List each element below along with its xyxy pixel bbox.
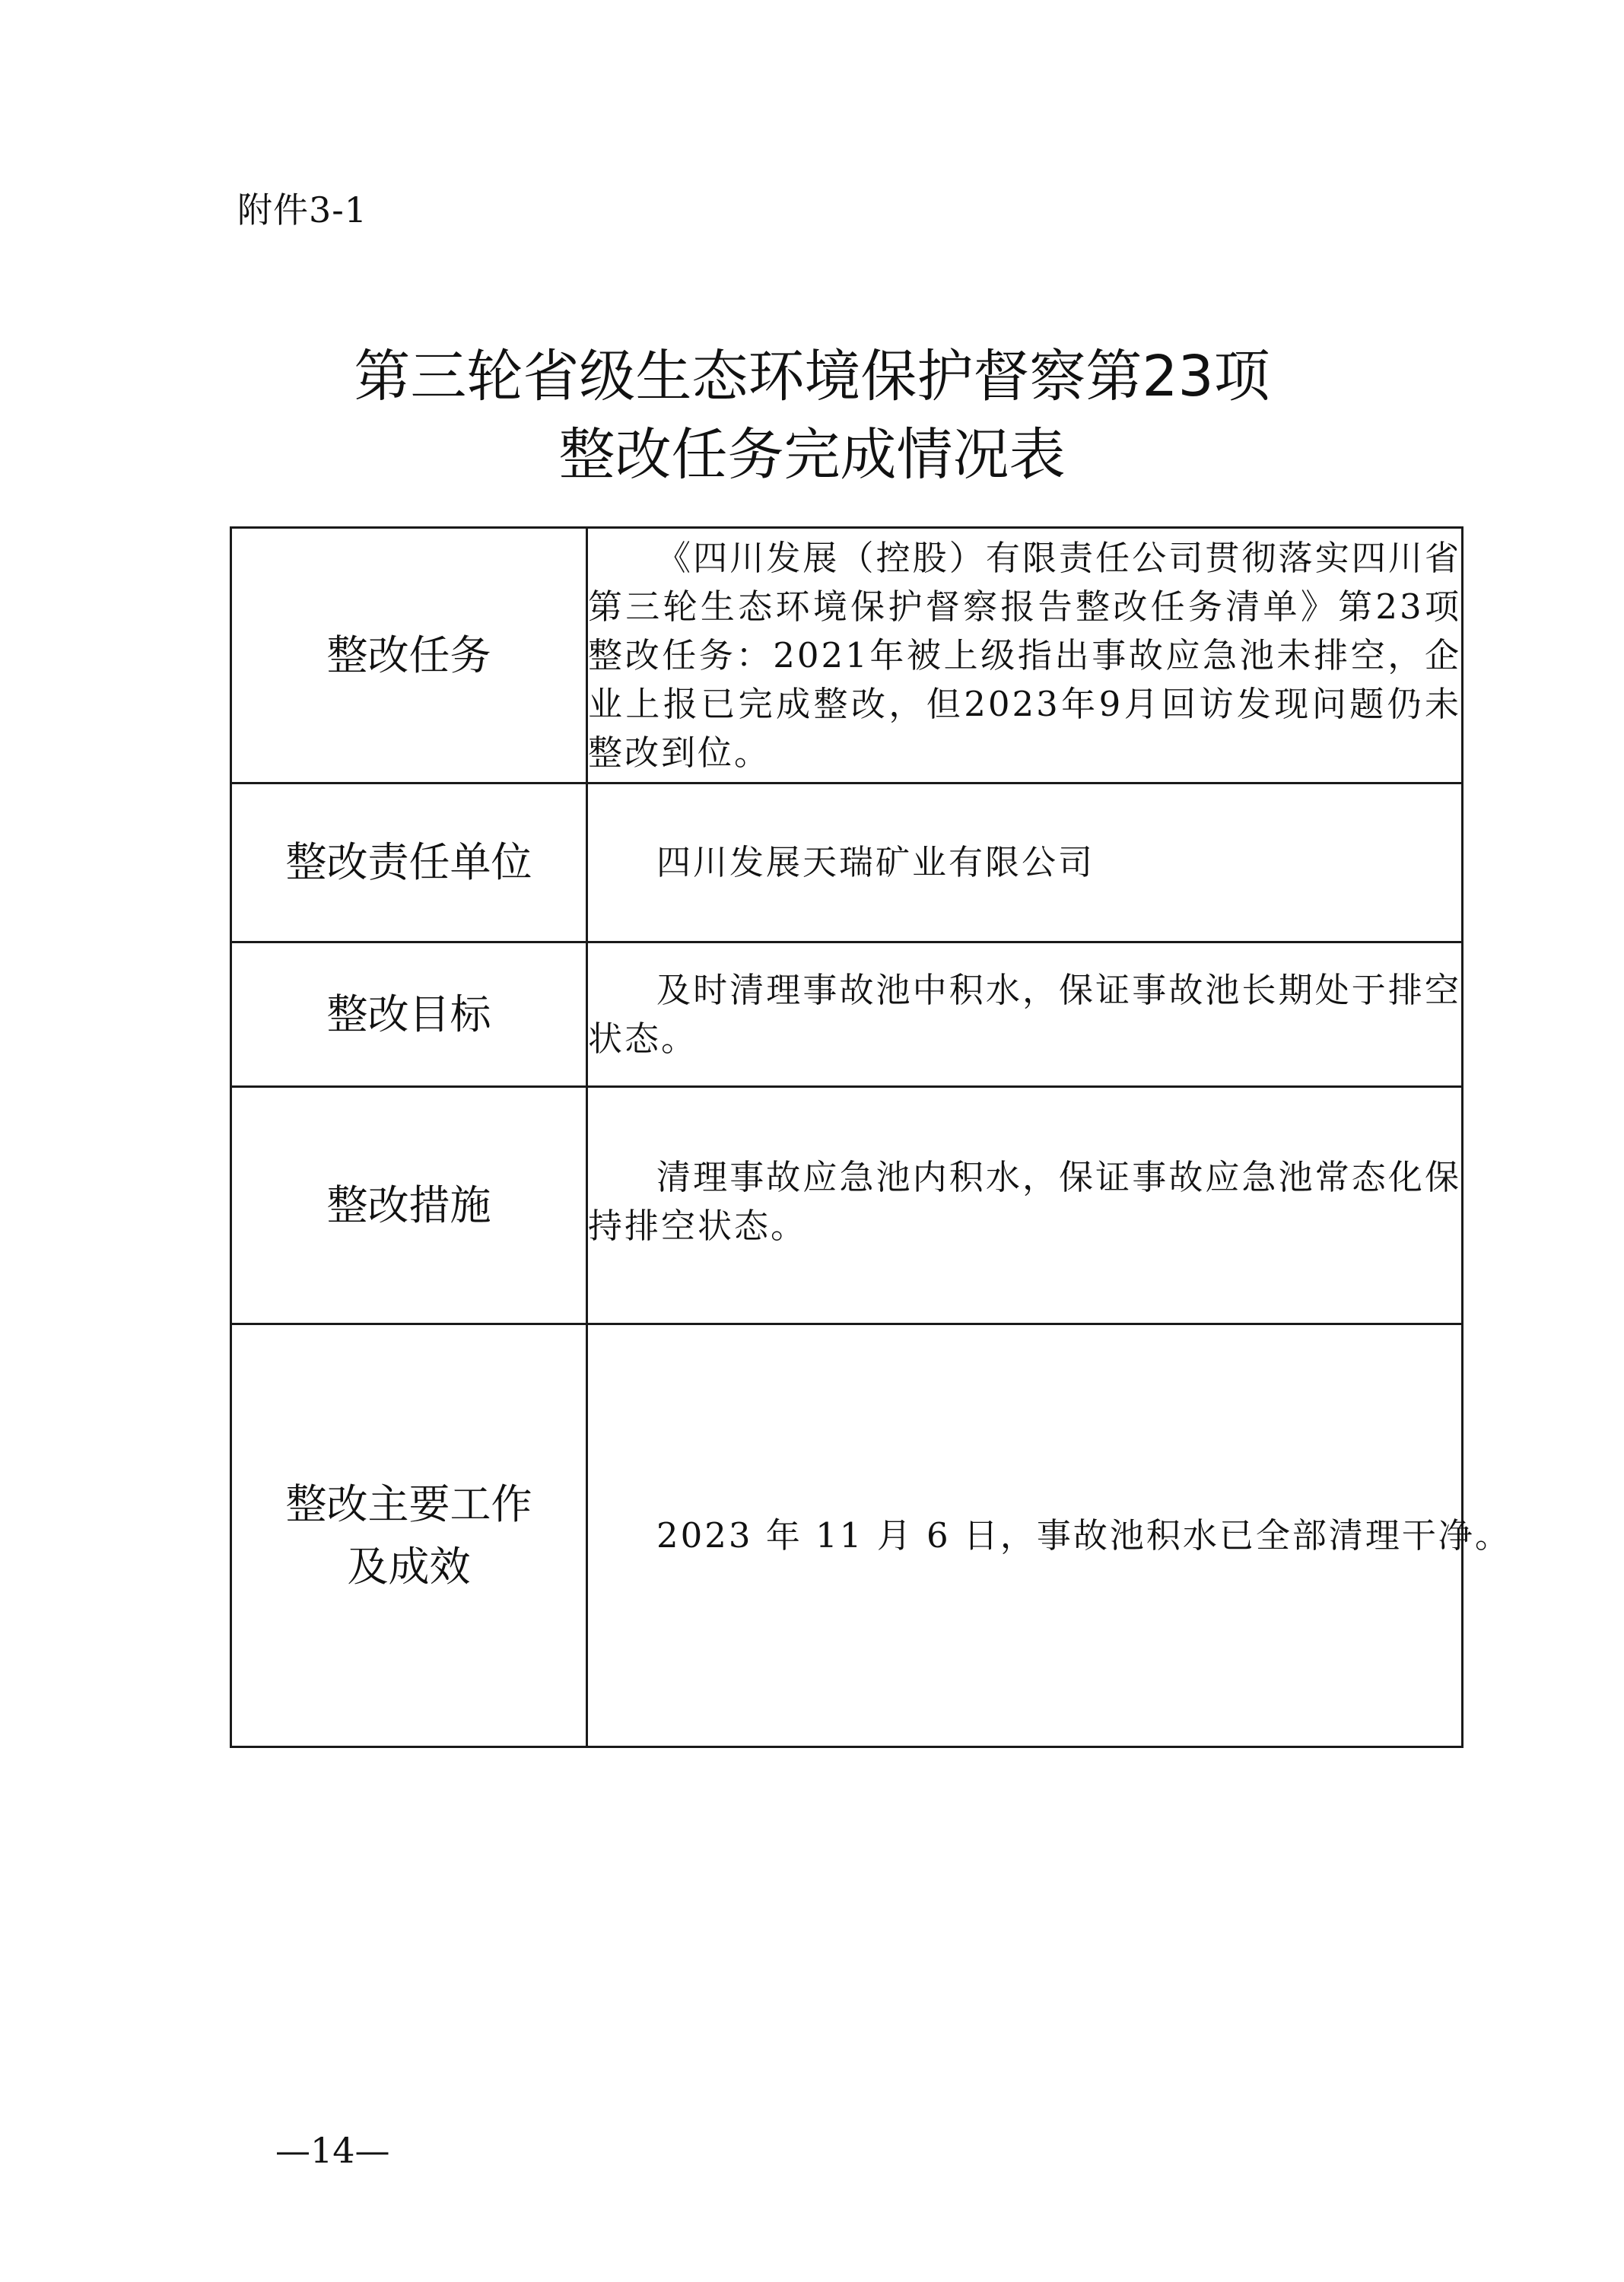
results-label-line2: 及成效 xyxy=(347,1542,471,1591)
attachment-label: 附件3-1 xyxy=(237,189,368,230)
measures-description: 清理事故应急池内积水，保证事故应急池常态化保持排空状态。 xyxy=(588,1157,1461,1246)
row-content-goal xyxy=(587,942,1463,1087)
row-label-measures: 整改措施 xyxy=(231,1087,587,1324)
rectification-table xyxy=(230,526,1511,1748)
row-label-responsible-unit: 整改责任单位 xyxy=(231,783,587,942)
row-content-measures xyxy=(587,1087,1463,1324)
table-row xyxy=(231,528,1463,783)
results-description: 2023 年 11 月 6 日，事故池积水已全部清理干净。 xyxy=(656,1514,1511,1556)
task-description: 《四川发展（控股）有限责任公司贯彻落实四川省第三轮生态环境保护督察报告整改任务清单》第23项整改任务：2021年被上级指出事故应急池未排空，企业上报已完成整改，但2023年9月回访发现问题仍未整改到位。 xyxy=(588,537,1461,773)
responsible-unit-name: 四川发展天瑞矿业有限公司 xyxy=(656,842,1095,882)
document-title-line1: 第三轮省级生态环境保护督察第23项 xyxy=(354,344,1270,409)
goal-description: 及时清理事故池中积水，保证事故池长期处于排空状态。 xyxy=(588,969,1461,1059)
row-content-task xyxy=(587,528,1463,783)
row-label-goal: 整改目标 xyxy=(231,942,587,1087)
table-row xyxy=(231,783,1463,942)
table-row xyxy=(231,1324,1463,1747)
table-row xyxy=(231,1087,1463,1324)
page-number: —14— xyxy=(275,2130,390,2171)
row-label-task: 整改任务 xyxy=(231,528,587,783)
results-label-line1: 整改主要工作 xyxy=(285,1479,532,1528)
row-content-results xyxy=(587,1324,1511,1747)
table-row xyxy=(231,942,1463,1087)
document-title-line2: 整改任务完成情况表 xyxy=(558,422,1066,488)
row-label-results xyxy=(231,1324,587,1747)
row-content-responsible-unit xyxy=(587,783,1463,942)
